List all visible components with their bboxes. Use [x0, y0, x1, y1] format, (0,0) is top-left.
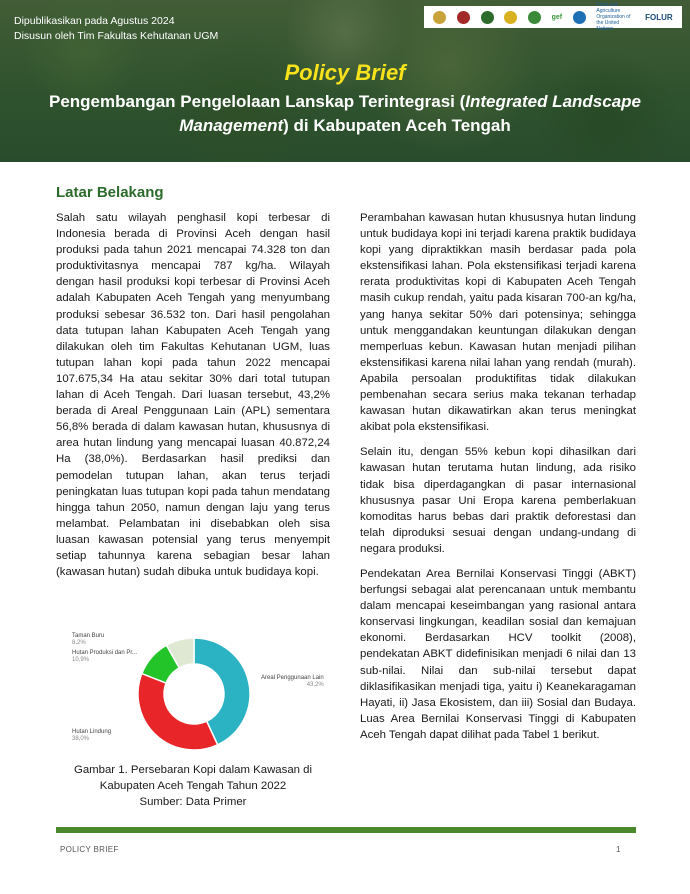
header-banner: [0, 0, 690, 162]
forestry-logo-icon: [481, 11, 494, 24]
right-column: [360, 210, 636, 752]
gef-logo: gef: [551, 13, 563, 21]
authors-line: Disusun oleh Tim Fakultas Kehutanan UGM: [14, 30, 219, 42]
title-part-1: Pengembangan Pengelolaan Lanskap Terintegrasi (: [48, 92, 466, 111]
garuda-logo-icon: [457, 11, 470, 24]
left-paragraph-1: Salah satu wilayah penghasil kopi terbesar di Indonesia berada di Provinsi Aceh dengan hasil produksi pada tahun 2021 mencapai 74.328 ton dan produktivitasnya mencapai 787 kg/ha. Wilayah dengan hasil produksi kopi terbesar di Provinsi Aceh adalah Kabupaten Aceh Tengah yang menyumbang produksi sebesar 36.532 ton. Dari hasil pengolahan data tutupan lahan Kabupaten Aceh Tengah yang dilakukan oleh tim Fakultas Kehutanan UGM, luas tutupan lahan kopi pada tahun 2022 mencapai 107.675,34 Ha atau sekitar 30% dari total tutupan lahan di Aceh Tengah. Dari luasan tersebut, 43,2% berada di Areal Penggunaan Lain (APL) sementara 56,8% berada di dalam kawasan hutan, khususnya di area hutan lindung yang mencapai luasan 40.872,24 Ha (38,0%). Berdasarkan hasil prediksi dan pemodelan tutupan lahan, akan terus terjadi peningkatan luas tutupan kopi pada tahun mendatang hingga tahun 2050, namun dengan laju yang terus melambat. Pelambatan ini disebabkan oleh sisa luasan kawasan potensial yang terus menyempit setiap tahunnya karena sebagian besar lahan (kawasan hutan) sudah dibuka untuk budidaya kopi.: [56, 212, 330, 579]
section-heading: Latar Belakang: [56, 184, 164, 201]
left-column: [56, 210, 330, 589]
page-number: 1: [616, 845, 621, 854]
label-apl: [261, 675, 324, 689]
footer-label: POLICY BRIEF: [60, 845, 119, 854]
label-taman-buru-name: Taman Buru: [72, 633, 105, 639]
right-paragraph-3: Pendekatan Area Bernilai Konservasi Tinggi (ABKT) berfungsi sebagai alat perencanaan untuk membantu dalam mencapai keseimbangan yang rasional antara konservasi lingkungan, keadilan sosial dan kemajuan ekonomi. Berdasarkan HCV toolkit (2008), pendekatan ABKT didefinisikan menjadi 6 nilai dan 13 sub-nilai. Nilai dan sub-nilai tersebut dapat diklasifikasikan menjadi tiga, yaitu i) Keanekaragaman Hayati, ii) Jasa Ekosistem, dan iii) Sosial dan Budaya. Luas Area Bernilai Konservasi Tinggi di Kabupaten Aceh Tengah dapat dilihat pada Tabel 1 berikut.: [360, 567, 636, 741]
title-italic: Integrated Landscape Management: [179, 92, 641, 135]
page-title: [40, 90, 650, 138]
partner-logos: [424, 2, 682, 32]
label-hutan-lindung-name: Hutan Lindung: [72, 729, 112, 735]
label-apl-name: Areal Penggunaan Lain: [261, 675, 324, 681]
label-hutan-lindung: [72, 729, 111, 743]
ministry-logo-icon: [433, 11, 446, 24]
province-logo-icon: [504, 11, 517, 24]
slice-hutan-lindung: [138, 674, 218, 750]
caption-line-2: Kabupaten Aceh Tengah Tahun 2022: [99, 780, 287, 792]
label-taman-buru-pct: 8,2%: [72, 640, 86, 646]
donut-chart: [56, 630, 336, 760]
footer-bar: [56, 827, 636, 833]
fao-logo: Food and Agriculture Organization of the United Nations: [596, 2, 631, 32]
undp-logo-icon: [573, 11, 586, 24]
label-taman-buru: [72, 633, 104, 647]
label-hutan-produksi-pct: 10,9%: [72, 657, 90, 663]
label-apl-pct: 43,2%: [306, 682, 324, 688]
publication-info: [14, 14, 218, 44]
label-hutan-produksi: [72, 650, 137, 664]
label-hutan-produksi-name: Hutan Produksi dan Pr...: [72, 650, 138, 656]
right-paragraph-1: Perambahan kawasan hutan khususnya hutan lindung untuk budidaya kopi ini terjadi karena praktik budidaya kopi yang dipraktikkan masih berdasar pada pola ekstensifikasi lahan. Pola ekstensifikasi terjadi karena rerata produktivitas kopi di Kabupaten Aceh Tengah masih cukup rendah, yaitu pada kisaran 700-an kg/ha, yang hanya sekitar 50% dari potensinya; sehingga untuk menggandakan keuntungan dilakukan dengan memperluas kebun. Kawasan hutan menjadi pilihan ekstensifikasi karena nilai lahan yang rendah (murah). Apabila persoalan produktifitas tidak dilakukan pembenahan secara serius maka tekanan terhadap kawasan hutan dikawatirkan akan terus meningkat akibat pola ekstensifikasi.: [360, 212, 636, 434]
published-date: Dipublikasikan pada Agustus 2024: [14, 15, 175, 27]
caption-source: Sumber: Data Primer: [139, 796, 247, 808]
label-hutan-lindung-pct: 38,0%: [72, 736, 90, 742]
caption-line-1: Gambar 1. Persebaran Kopi dalam Kawasan di: [73, 764, 313, 776]
right-paragraph-2: Selain itu, dengan 55% kebun kopi dihasilkan dari kawasan hutan terutama hutan lindung, ada risiko tidak bisa diperdagangkan di pasar internasional khususnya pasar Uni Eropa karena pemberlakuan komoditas harus bebas dari praktik deforestasi dan telah diproduksi sesuai dengan undang-undang di negara produksi.: [360, 446, 636, 555]
figure-caption: [56, 762, 330, 810]
policy-brief-label: Policy Brief: [284, 60, 406, 85]
folur-logo: FOLUR: [645, 12, 673, 22]
regency-logo-icon: [528, 11, 541, 24]
title-part-2: ) di Kabupaten Aceh Tengah: [283, 116, 511, 135]
